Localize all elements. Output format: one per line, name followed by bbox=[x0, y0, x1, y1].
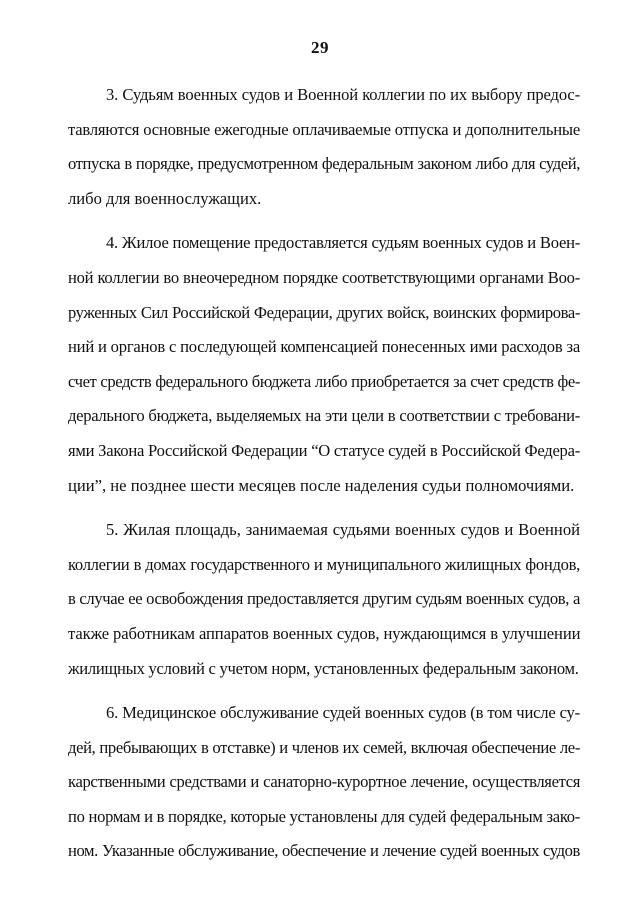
paragraph-6 bbox=[68, 696, 580, 869]
text-line: руженных Сил Российской Федерации, других войск, воинских формирова- bbox=[68, 302, 580, 322]
text-line: также работникам аппаратов военных судов, нуждающимся в улучшении bbox=[68, 623, 581, 643]
text-line: счет средств федерального бюджета либо приобретается за счет средств фе- bbox=[68, 371, 580, 391]
paragraph-4 bbox=[68, 226, 580, 503]
text-line: по нормам и в порядке, которые установлены для судей федеральным зако- bbox=[68, 806, 580, 826]
text-line: ции”, не позднее шести месяцев после наделения судьи полномочиями. bbox=[68, 475, 575, 495]
text-line: 5. Жилая площадь, занимаемая судьями военных судов и Военной bbox=[106, 520, 580, 540]
text-line: 3. Судьям военных судов и Военной коллегии по их выбору предос- bbox=[106, 85, 580, 104]
text-line: карственными средствами и санаторно-курортное лечение, осуществляется bbox=[68, 772, 580, 792]
text-line: либо для военнослужащих. bbox=[68, 188, 262, 208]
text-line: ями Закона Российской Федерации “О статусе судей в Российской Федера- bbox=[68, 440, 580, 460]
paragraph-5 bbox=[68, 513, 580, 686]
text-line: дей, пребывающих в отставке) и членов их семей, включая обеспечение ле- bbox=[68, 737, 580, 757]
text-line: ном. Указанные обслуживание, обеспечение и лечение судей военных судов bbox=[68, 841, 580, 861]
text-line: коллегии в домах государственного и муниципального жилищных фондов, bbox=[68, 554, 580, 574]
text-line: ний и органов с последующей компенсацией понесенных ими расходов за bbox=[68, 337, 580, 357]
document-body bbox=[68, 78, 580, 879]
text-line: жилищных условий с учетом норм, установленных федеральным законом. bbox=[68, 658, 579, 678]
text-line: дерального бюджета, выделяемых на эти цели в соответствии с требовани- bbox=[68, 406, 580, 426]
text-line: в случае ее освобождения предоставляется другим судьям военных судов, а bbox=[68, 589, 580, 609]
text-line: 4. Жилое помещение предоставляется судьям военных судов и Воен- bbox=[106, 233, 580, 253]
text-line: тавляются основные ежегодные оплачиваемые отпуска и дополнительные bbox=[68, 119, 580, 139]
page-number: 29 bbox=[311, 38, 329, 57]
paragraph-3 bbox=[68, 78, 580, 216]
text-line: 6. Медицинское обслуживание судей военных судов (в том числе су- bbox=[106, 703, 580, 723]
text-line: ной коллегии во внеочередном порядке соответствующими органами Воо- bbox=[68, 267, 580, 287]
text-line: отпуска в порядке, предусмотренном федеральным законом либо для судей, bbox=[68, 154, 580, 174]
